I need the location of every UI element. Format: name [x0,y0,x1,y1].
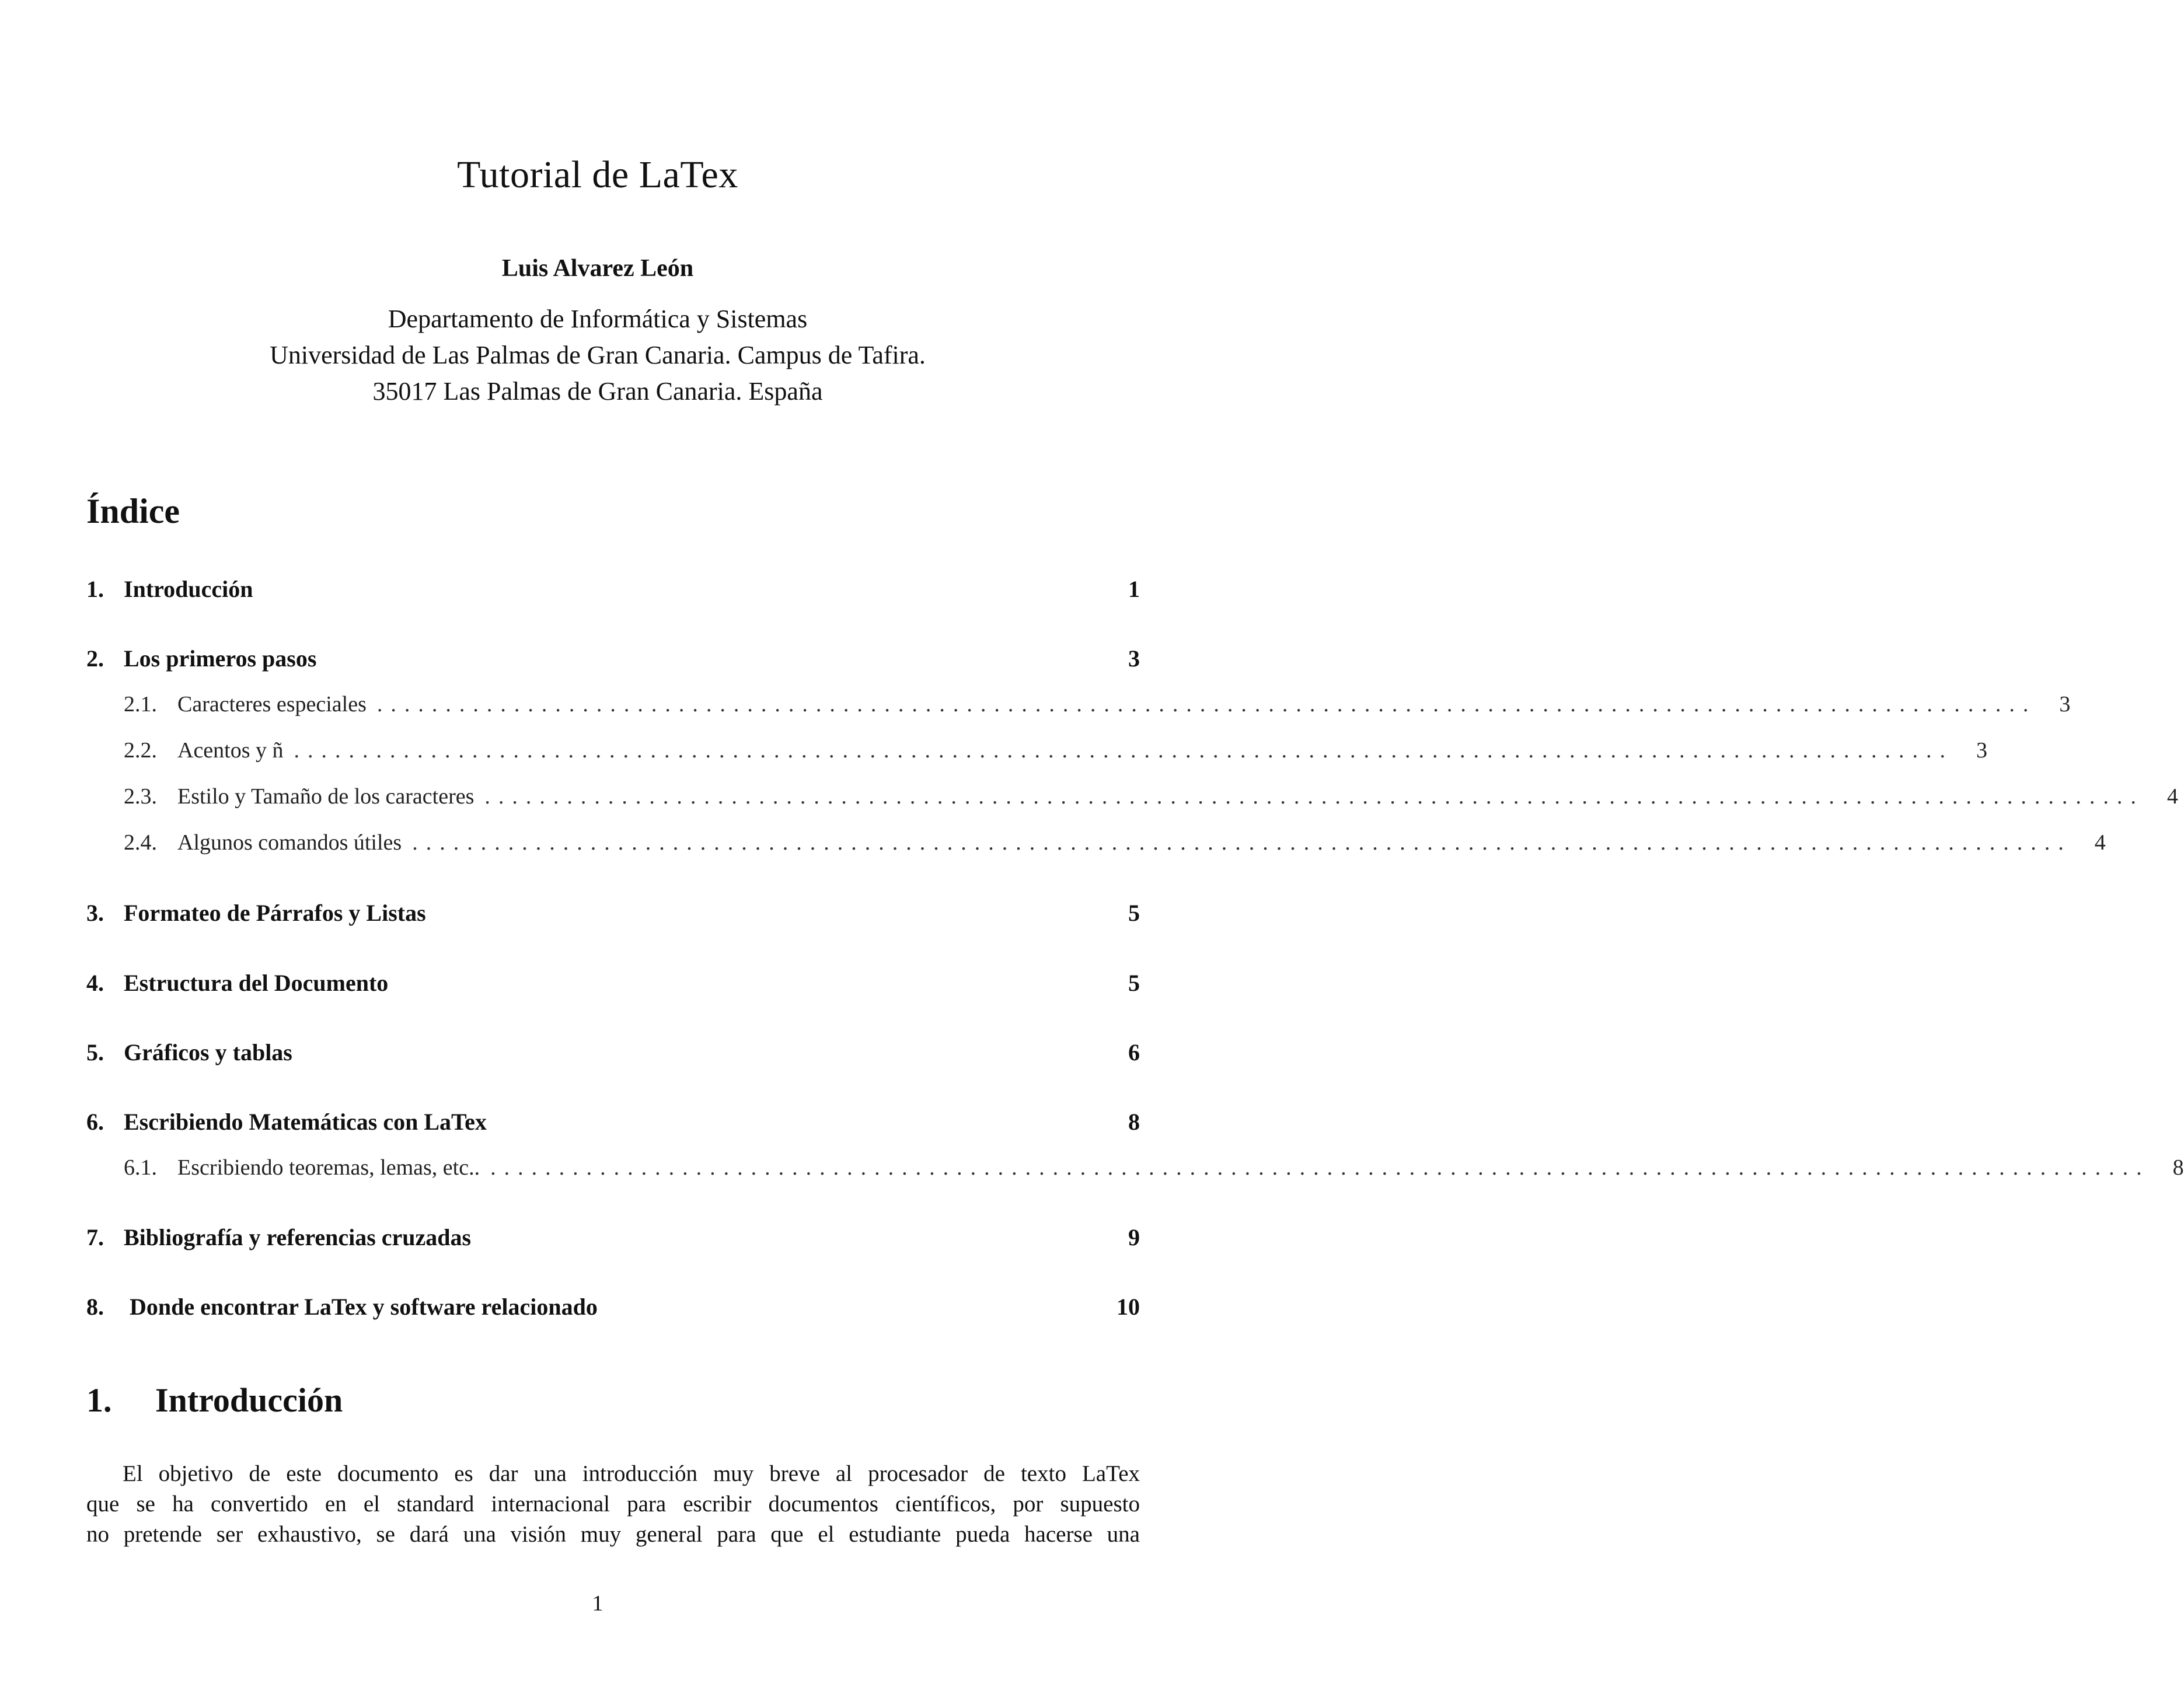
page-number: 1 [592,1591,603,1616]
toc-entry-label: Formateo de Párrafos y Listas [124,900,426,926]
author-affiliation [0,301,1195,410]
affiliation-line: 35017 Las Palmas de Gran Canaria. España [372,377,823,406]
toc-entry-number: 2. [86,645,104,672]
document-title: Tutorial de LaTex [457,153,738,196]
toc-entry-number: 7. [86,1224,104,1250]
toc-entry-page: 5 [1128,900,1140,926]
dot-leader: ......................................................................................................................... [412,830,2072,855]
affiliation-line: Universidad de Las Palmas de Gran Canaria. Campus de Tafira. [270,341,926,369]
toc-entry-introduccion[interactable] [86,575,1140,608]
paragraph-line: no pretende ser exhaustivo, se dará una visión muy general para que el estudiante pueda hacerse una [86,1522,1140,1547]
dot-leader: ......................................................................................................................... [376,692,2037,717]
toc-entry-page: 8 [1128,1109,1140,1135]
toc-entry-page: 4 [2166,784,2178,809]
toc-entry-number: 4. [86,970,104,996]
toc-entry-estructura[interactable] [86,969,1140,1002]
toc-entry-page: 10 [1117,1294,1140,1320]
toc-entry-formateo[interactable] [86,899,1140,932]
toc-entry-number: 2.2. [124,738,157,763]
toc-entry-page: 5 [1128,970,1140,996]
toc-entry-page: 8 [2172,1155,2184,1180]
toc-entry-number: 8. [86,1294,104,1320]
dot-leader: ......................................................................................................................... [484,784,2144,809]
toc-subentry-teoremas[interactable] [86,1155,2184,1187]
toc-entry-page: 1 [1128,576,1140,602]
section-heading [86,1381,343,1420]
toc-entry-page: 4 [2094,830,2106,855]
section-paragraph [86,1459,1140,1550]
toc-entry-matematicas[interactable] [86,1108,1140,1141]
toc-subentry-comandos-utiles[interactable] [86,830,2106,862]
toc-entry-label: Escribiendo Matemáticas con LaTex [124,1109,487,1135]
author-name: Luis Alvarez León [501,255,694,282]
paragraph-line: El objetivo de este documento es dar una introducción muy breve al procesador de texto LaTex [123,1461,1140,1486]
dot-leader: ......................................................................................................................... [490,1155,2150,1180]
dot-leader: ......................................................................................................................... [294,738,1954,763]
toc-entry-number: 6. [86,1109,104,1135]
toc-entry-label: Algunos comandos útiles [177,830,402,855]
toc-entry-label: Gráficos y tablas [124,1039,292,1065]
toc-entry-label: Caracteres especiales [177,692,367,717]
toc-entry-label: Donde encontrar LaTex y software relacionado [124,1294,598,1320]
toc-subentry-caracteres-especiales[interactable] [86,691,2071,724]
toc-subentry-acentos[interactable] [86,738,1988,770]
affiliation-line: Departamento de Informática y Sistemas [388,305,808,333]
toc-entry-label: Estructura del Documento [124,970,389,996]
toc-entry-number: 2.4. [124,830,157,855]
toc-entry-label: Estilo y Tamaño de los caracteres [177,784,475,809]
toc-entry-number: 3. [86,900,104,926]
toc-entry-primeros-pasos[interactable] [86,645,1140,677]
toc-heading: Índice [86,492,180,530]
toc-entry-label: Los primeros pasos [124,645,317,672]
toc-subentry-estilo-tamano[interactable] [86,784,2178,816]
toc-entry-page: 3 [1128,645,1140,672]
toc-entry-label: Escribiendo teoremas, lemas, etc.. [177,1155,480,1180]
toc-entry-number: 2.3. [124,784,157,809]
toc-entry-graficos[interactable] [86,1039,1140,1071]
toc-entry-label: Introducción [124,576,253,602]
toc-entry-label: Acentos y ñ [177,738,284,763]
toc-entry-page: 3 [2059,692,2071,717]
toc-entry-bibliografia[interactable] [86,1224,1140,1256]
toc-entry-donde-encontrar[interactable] [86,1293,1140,1326]
section-number: 1. [86,1381,112,1419]
toc-entry-page: 3 [1976,738,1988,763]
toc-entry-page: 6 [1128,1039,1140,1065]
toc-entry-number: 6.1. [124,1155,157,1180]
toc-entry-label: Bibliografía y referencias cruzadas [124,1224,472,1250]
toc-entry-number: 5. [86,1039,104,1065]
toc-entry-page: 9 [1128,1224,1140,1250]
section-title: Introducción [155,1381,343,1419]
toc-entry-number: 2.1. [124,692,157,717]
paragraph-line: que se ha convertido en el standard internacional para escribir documentos científicos, por supuesto [86,1491,1140,1517]
toc-entry-number: 1. [86,576,104,602]
